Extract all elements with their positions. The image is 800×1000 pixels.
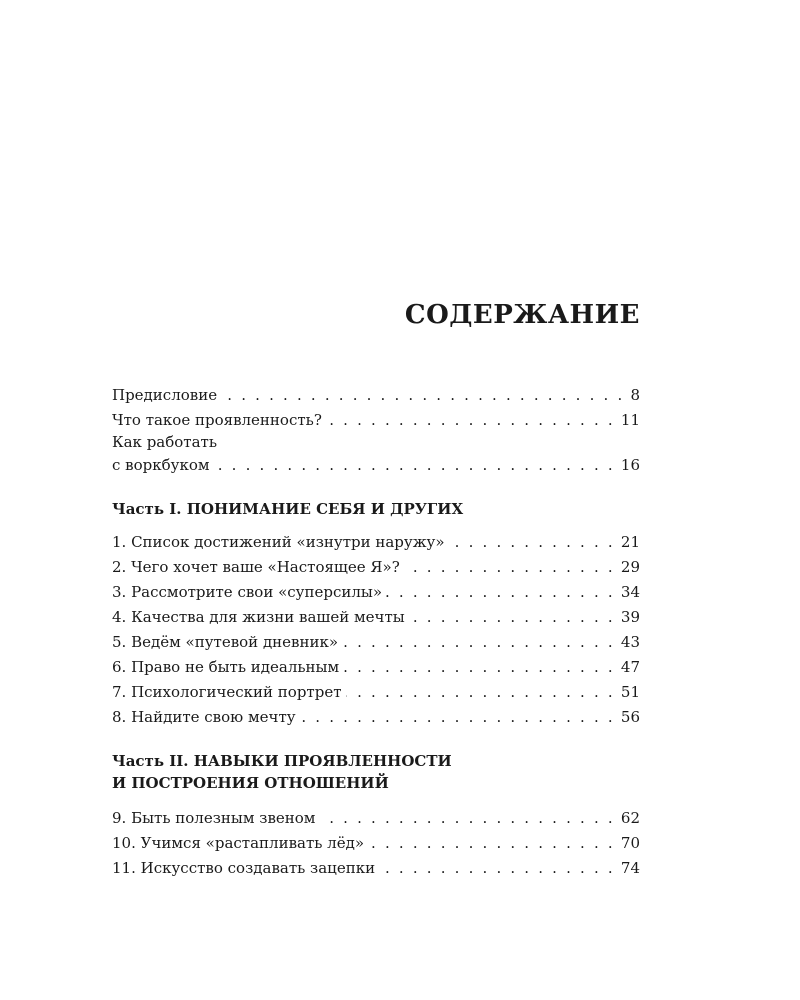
page-number: 16	[620, 456, 640, 474]
toc-entry-chapter-2[interactable]	[112, 553, 640, 578]
table-of-contents-page	[112, 0, 640, 1000]
entry-title: 2. Чего хочет ваше «Настоящее Я»?	[112, 558, 400, 576]
toc-entry-chapter-4[interactable]	[112, 603, 640, 628]
toc-entry-chapter-7[interactable]	[112, 678, 640, 703]
page-number: 43	[620, 633, 640, 651]
page-title: СОДЕРЖАНИЕ	[404, 300, 640, 330]
page-number: 8	[630, 386, 640, 404]
page-number: 70	[620, 834, 640, 852]
entry-title: 8. Найдите свою мечту	[112, 708, 296, 726]
entry-title: 7. Психологический портрет	[112, 683, 342, 701]
page-number: 39	[620, 608, 640, 626]
page-number: 21	[620, 533, 640, 551]
toc-entry-preface[interactable]	[112, 381, 640, 406]
entry-title: 6. Право не быть идеальным	[112, 658, 340, 676]
toc-entry-chapter-3[interactable]	[112, 578, 640, 603]
dot-leader	[221, 384, 624, 406]
entry-title: 3. Рассмотрите свои «суперсилы»	[112, 583, 383, 601]
dot-leader	[379, 857, 615, 879]
toc-entry-chapter-1[interactable]	[112, 528, 640, 553]
dot-leader	[409, 606, 615, 628]
part-2-heading-line-1: Часть II. НАВЫКИ ПРОЯВЛЕННОСТИ	[112, 752, 452, 770]
part-1-section	[112, 498, 640, 728]
entry-title: Предисловие	[112, 386, 218, 404]
dot-leader	[214, 454, 615, 476]
dot-leader	[368, 832, 615, 854]
page-number: 47	[620, 658, 640, 676]
entry-title: 9. Быть полезным звеном	[112, 809, 316, 827]
page-number: 56	[620, 708, 640, 726]
page-number: 51	[620, 683, 640, 701]
entry-title: Что такое проявленность?	[112, 411, 322, 429]
page-number: 34	[620, 583, 640, 601]
intro-section	[112, 381, 640, 476]
dot-leader	[300, 706, 615, 728]
dot-leader	[449, 531, 615, 553]
part-2-heading-line-2: И ПОСТРОЕНИЯ ОТНОШЕНИЙ	[112, 774, 389, 792]
toc-entry-chapter-5[interactable]	[112, 628, 640, 653]
entry-title: 4. Качества для жизни вашей мечты	[112, 608, 405, 626]
entry-title: 5. Ведём «путевой дневник»	[112, 633, 339, 651]
toc-entry-chapter-11[interactable]	[112, 854, 640, 879]
entry-title-line-1: Как работать	[112, 433, 218, 451]
entry-title: 11. Искусство создавать зацепки	[112, 859, 376, 877]
dot-leader	[404, 556, 615, 578]
toc-entry-chapter-9[interactable]	[112, 804, 640, 829]
part-2-section	[112, 750, 640, 879]
page-number: 74	[620, 859, 640, 877]
part-1-heading: Часть I. ПОНИМАНИЕ СЕБЯ И ДРУГИХ	[112, 500, 464, 518]
toc-entry-what-is-manifestation[interactable]	[112, 406, 640, 431]
dot-leader	[386, 581, 615, 603]
page-number: 11	[620, 411, 640, 429]
dot-leader	[319, 807, 614, 829]
toc-entry-chapter-8[interactable]	[112, 703, 640, 728]
page-number: 29	[620, 558, 640, 576]
dot-leader	[343, 656, 615, 678]
dot-leader	[342, 631, 615, 653]
page-number: 62	[620, 809, 640, 827]
toc-entry-chapter-10[interactable]	[112, 829, 640, 854]
entry-title: 10. Учимся «растапливать лёд»	[112, 834, 365, 852]
dot-leader	[326, 409, 615, 431]
entry-title-line-2: с воркбуком	[112, 456, 210, 474]
entry-title: 1. Список достижений «изнутри наружу»	[112, 533, 445, 551]
dot-leader	[346, 681, 615, 703]
toc-entry-how-to-use-workbook[interactable]	[112, 431, 640, 476]
toc-entry-chapter-6[interactable]	[112, 653, 640, 678]
